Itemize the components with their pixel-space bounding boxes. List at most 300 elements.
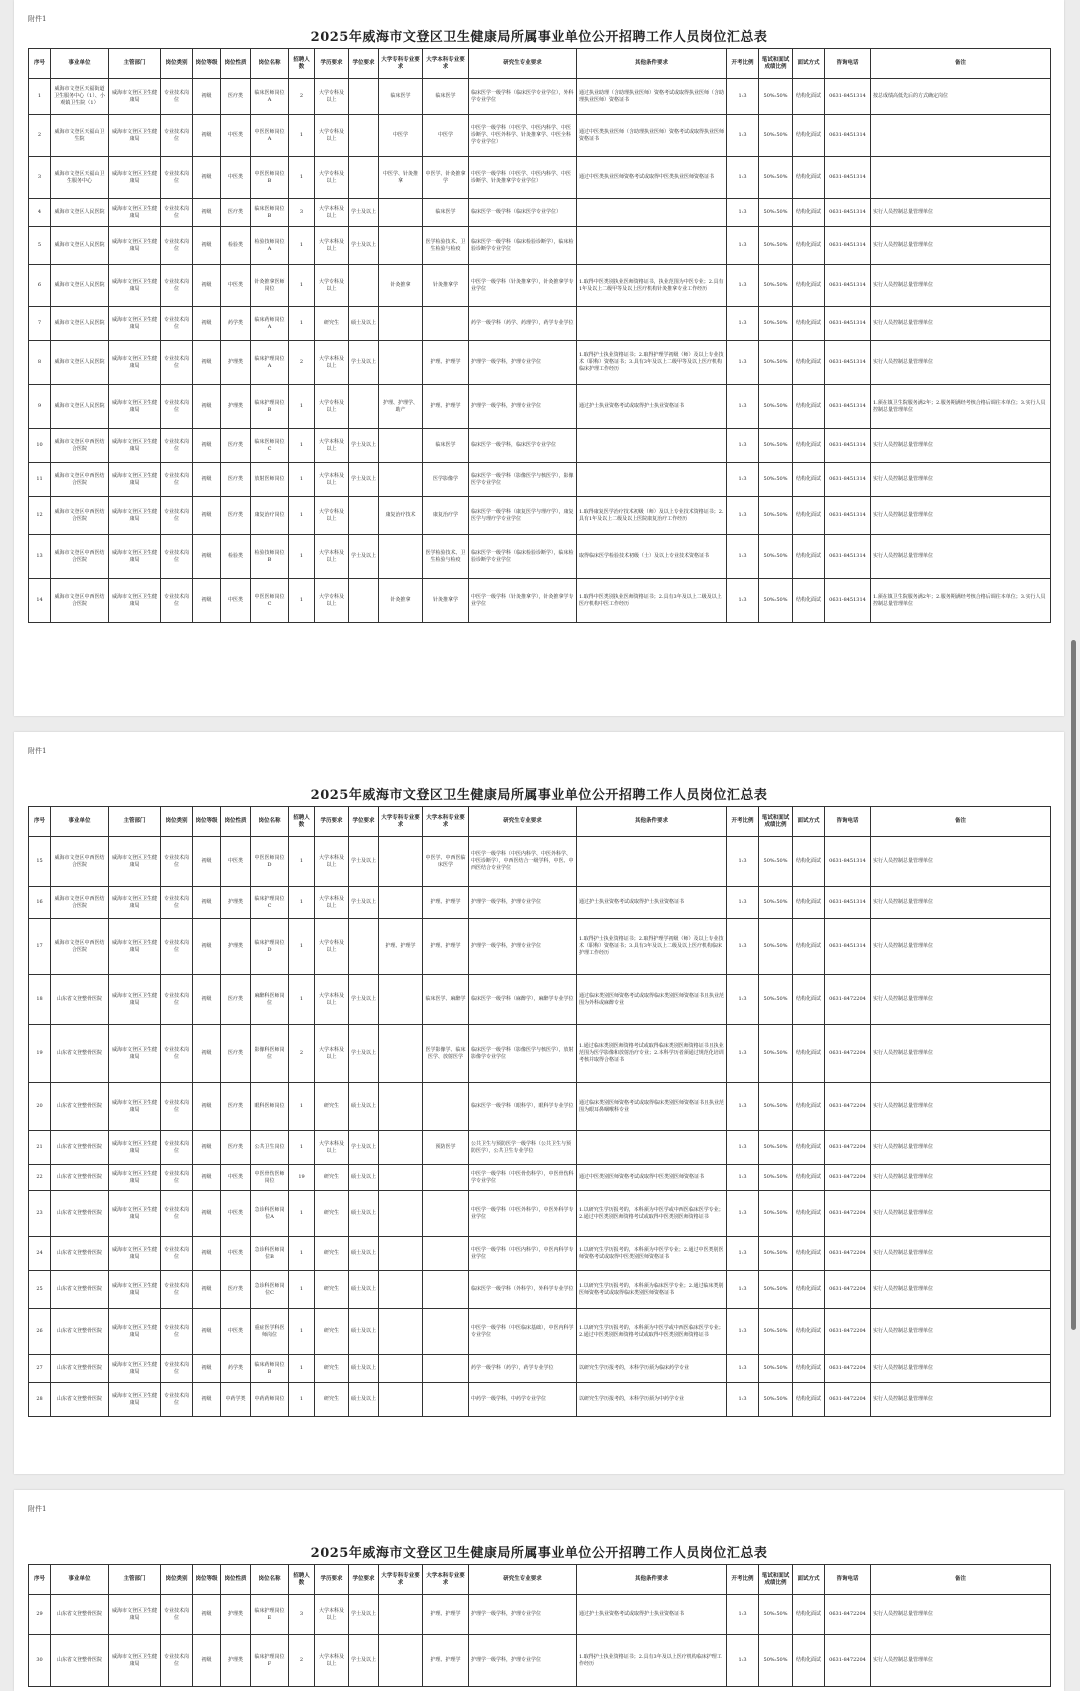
cell-lvl: 初级: [193, 265, 221, 307]
cell-edu: 大学本科及以上: [315, 837, 349, 887]
cell-num: 1: [289, 1083, 315, 1131]
cell-no: 21: [29, 1131, 51, 1165]
cell-bk: [423, 1165, 469, 1191]
column-header: 面试方式: [793, 49, 825, 79]
column-header: 开考比例: [727, 807, 759, 837]
column-header: 咨询电话: [825, 49, 871, 79]
cell-mode: 结构化面试: [793, 1309, 825, 1355]
cell-edu: 大学本科及以上: [315, 199, 349, 227]
cell-deg: 学士及以上: [349, 837, 379, 887]
cell-ratio: 1:3: [727, 1309, 759, 1355]
cell-cat: 专业技术岗位: [161, 429, 193, 463]
cell-other: 1.取得护士执业资格证书；2.具有3年及以上医疗机构临床护理工作经历: [577, 1635, 727, 1687]
cell-ratio: 1:3: [727, 265, 759, 307]
cell-yjs: 护理学一级学科，护理专业学位: [469, 919, 577, 975]
cell-other: [577, 199, 727, 227]
cell-mode: 结构化面试: [793, 227, 825, 265]
table-header-row: [29, 807, 1051, 837]
cell-pct: 50%:50%: [759, 1355, 793, 1383]
cell-pct: 50%:50%: [759, 157, 793, 199]
cell-pct: 50%:50%: [759, 535, 793, 579]
cell-dept: 威海市文登区卫生健康局: [109, 265, 161, 307]
cell-nat: 医疗类: [221, 79, 251, 115]
column-header: 笔试和面试成绩比例: [759, 49, 793, 79]
cell-unit: 威海市文登区天福山卫生院: [51, 115, 109, 157]
cell-other: [577, 429, 727, 463]
positions-table: [28, 48, 1051, 623]
cell-ratio: 1:3: [727, 919, 759, 975]
cell-name: 临床护理岗位D: [251, 919, 289, 975]
cell-note: 1.须在镇卫生院服务满2年；2.服务期满经考核合格后调往本单位；3.实行人员控制总量管理单位: [871, 385, 1051, 429]
table-header-row: [29, 1565, 1051, 1595]
cell-bk: 医学检验技术、卫生检验与检疫: [423, 227, 469, 265]
table-row: [29, 1383, 1051, 1417]
cell-yjs: 中医学一级学科（中医学、中医内科学、中医诊断学、中医外科学、针灸推拿学、中医全科学专业学位）: [469, 115, 577, 157]
column-header: 岗位名称: [251, 807, 289, 837]
cell-bk: 针灸推拿学: [423, 265, 469, 307]
cell-pct: 50%:50%: [759, 975, 793, 1025]
cell-mode: 结构化面试: [793, 265, 825, 307]
cell-mode: 结构化面试: [793, 1025, 825, 1083]
cell-cat: 专业技术岗位: [161, 1191, 193, 1237]
cell-cat: 专业技术岗位: [161, 579, 193, 623]
cell-name: 临床医师岗位B: [251, 199, 289, 227]
cell-other: [577, 227, 727, 265]
cell-edu: 大学本科及以上: [315, 535, 349, 579]
cell-ratio: 1:3: [727, 1083, 759, 1131]
cell-tel: 0631-8451314: [825, 837, 871, 887]
cell-bk: 护理、护理学: [423, 1635, 469, 1687]
cell-num: 1: [289, 1191, 315, 1237]
cell-no: 18: [29, 975, 51, 1025]
cell-zk: [379, 227, 423, 265]
cell-name: 急诊科医师岗位A: [251, 1191, 289, 1237]
cell-cat: 专业技术岗位: [161, 1025, 193, 1083]
column-header: 学位要求: [349, 1565, 379, 1595]
cell-zk: [379, 1355, 423, 1383]
column-header: 学位要求: [349, 807, 379, 837]
table-row: [29, 837, 1051, 887]
cell-tel: 0631-8472204: [825, 1165, 871, 1191]
cell-name: 针灸推拿医师岗位: [251, 265, 289, 307]
table-row: [29, 975, 1051, 1025]
cell-edu: 大学本科及以上: [315, 975, 349, 1025]
cell-edu: 大学本科及以上: [315, 1131, 349, 1165]
cell-unit: 威海市文登区人民医院: [51, 341, 109, 385]
cell-pct: 50%:50%: [759, 1635, 793, 1687]
cell-tel: 0631-8451314: [825, 535, 871, 579]
cell-edu: 大学本科及以上: [315, 463, 349, 497]
cell-cat: 专业技术岗位: [161, 79, 193, 115]
cell-dept: 威海市文登区卫生健康局: [109, 1237, 161, 1271]
cell-bk: [423, 1083, 469, 1131]
cell-zk: 护理、护理学: [379, 919, 423, 975]
table-row: [29, 265, 1051, 307]
cell-yjs: 公共卫生与预防医学一级学科（公共卫生与预防医学），公共卫生专业学位: [469, 1131, 577, 1165]
cell-name: 影像科医师岗位: [251, 1025, 289, 1083]
cell-name: 康复治疗岗位: [251, 497, 289, 535]
cell-other: [577, 837, 727, 887]
cell-no: 22: [29, 1165, 51, 1191]
cell-dept: 威海市文登区卫生健康局: [109, 307, 161, 341]
cell-pct: 50%:50%: [759, 1025, 793, 1083]
cell-pct: 50%:50%: [759, 497, 793, 535]
table-row: [29, 157, 1051, 199]
attachment-tag: 附件1: [28, 1505, 47, 1513]
cell-tel: 0631-8451314: [825, 115, 871, 157]
cell-bk: 中医学: [423, 115, 469, 157]
cell-lvl: 初级: [193, 1083, 221, 1131]
cell-bk: 护理、护理学: [423, 887, 469, 919]
cell-mode: 结构化面试: [793, 975, 825, 1025]
cell-note: 实行人员控制总量管理单位: [871, 1309, 1051, 1355]
cell-other: 通过临床类别医师资格考试或取得临床类别医师资格证书且执业范围为外科或麻醉专业: [577, 975, 727, 1025]
page-title: 2025年威海市文登区卫生健康局所属事业单位公开招聘工作人员岗位汇总表: [310, 30, 768, 45]
cell-yjs: 药学一级学科（药学），药学专业学位: [469, 1355, 577, 1383]
cell-mode: 结构化面试: [793, 1635, 825, 1687]
cell-name: 临床护理岗位B: [251, 385, 289, 429]
cell-lvl: 初级: [193, 115, 221, 157]
cell-num: 1: [289, 887, 315, 919]
cell-name: 公共卫生岗位: [251, 1131, 289, 1165]
cell-dept: 威海市文登区卫生健康局: [109, 429, 161, 463]
cell-note: 实行人员控制总量管理单位: [871, 887, 1051, 919]
cell-zk: [379, 1595, 423, 1635]
cell-name: 中医医师岗位C: [251, 579, 289, 623]
cell-ratio: 1:3: [727, 79, 759, 115]
cell-lvl: 初级: [193, 1131, 221, 1165]
cell-no: 7: [29, 307, 51, 341]
cell-edu: 大学本科及以上: [315, 1635, 349, 1687]
cell-name: 检验技师岗位B: [251, 535, 289, 579]
cell-tel: 0631-8472204: [825, 1237, 871, 1271]
column-header: 序号: [29, 49, 51, 79]
cell-bk: 护理、护理学: [423, 1595, 469, 1635]
table-row: [29, 1309, 1051, 1355]
cell-dept: 威海市文登区卫生健康局: [109, 385, 161, 429]
cell-num: 1: [289, 1355, 315, 1383]
cell-cat: 专业技术岗位: [161, 385, 193, 429]
cell-name: 眼科医师岗位: [251, 1083, 289, 1131]
cell-name: 临床护理岗位C: [251, 887, 289, 919]
cell-edu: 研究生: [315, 1355, 349, 1383]
cell-deg: [349, 497, 379, 535]
table-row: [29, 227, 1051, 265]
cell-tel: 0631-8451314: [825, 227, 871, 265]
cell-yjs: 临床医学一级学科（临床检验诊断学），临床检验诊断学专业学位: [469, 535, 577, 579]
cell-yjs: 中医学一级学科（中医内科学、中医外科学、中医诊断学），中西医结合一级学科，中医、中西医结合专业学位: [469, 837, 577, 887]
cell-zk: [379, 1271, 423, 1309]
cell-other: 1.取得中医类别执业医师资格证书；2.具有3年及以上二级及以上医疗机构中医工作经历: [577, 579, 727, 623]
table-row: [29, 115, 1051, 157]
cell-deg: 学士及以上: [349, 887, 379, 919]
cell-tel: 0631-8472204: [825, 1355, 871, 1383]
cell-bk: [423, 1383, 469, 1417]
cell-yjs: 中医学一级学科（中医骨伤科学），中医骨伤科学专业学位: [469, 1165, 577, 1191]
cell-name: 临床药师岗位B: [251, 1355, 289, 1383]
cell-pct: 50%:50%: [759, 1271, 793, 1309]
cell-other: 1.取得护士执业资格证书；2.取得护理学初级（师）及以上专业技术（职称）资格证书；3.具有3年及以上二级及以上医疗机构临床护理工作经历: [577, 919, 727, 975]
cell-unit: 威海市文登区中西医结合医院: [51, 579, 109, 623]
cell-nat: 中医类: [221, 157, 251, 199]
cell-no: 10: [29, 429, 51, 463]
cell-dept: 威海市文登区卫生健康局: [109, 157, 161, 199]
cell-no: 1: [29, 79, 51, 115]
cell-deg: 硕士及以上: [349, 307, 379, 341]
cell-pct: 50%:50%: [759, 265, 793, 307]
cell-bk: 医学影像学: [423, 463, 469, 497]
column-header: 其他条件要求: [577, 1565, 727, 1595]
cell-num: 1: [289, 1131, 315, 1165]
cell-dept: 威海市文登区卫生健康局: [109, 1083, 161, 1131]
cell-unit: 威海市文登区中西医结合医院: [51, 919, 109, 975]
cell-note: 实行人员控制总量管理单位: [871, 1083, 1051, 1131]
cell-no: 13: [29, 535, 51, 579]
column-header: 岗位等级: [193, 49, 221, 79]
cell-no: 2: [29, 115, 51, 157]
cell-edu: 大学专科及以上: [315, 115, 349, 157]
cell-lvl: 初级: [193, 307, 221, 341]
cell-bk: 护理、护理学: [423, 385, 469, 429]
cell-pct: 50%:50%: [759, 1595, 793, 1635]
cell-ratio: 1:3: [727, 385, 759, 429]
cell-zk: 康复治疗技术: [379, 497, 423, 535]
cell-yjs: 中医学一级学科（中医内科学），中医内科学专业学位: [469, 1237, 577, 1271]
column-header: 学历要求: [315, 807, 349, 837]
cell-mode: 结构化面试: [793, 497, 825, 535]
column-header: 研究生专业要求: [469, 49, 577, 79]
cell-deg: 学士及以上: [349, 227, 379, 265]
cell-dept: 威海市文登区卫生健康局: [109, 1383, 161, 1417]
cell-mode: 结构化面试: [793, 837, 825, 887]
cell-unit: 山东省文登整骨医院: [51, 1165, 109, 1191]
cell-unit: 山东省文登整骨医院: [51, 1271, 109, 1309]
cell-bk: [423, 1237, 469, 1271]
cell-ratio: 1:3: [727, 1025, 759, 1083]
column-header: 学位要求: [349, 49, 379, 79]
cell-mode: 结构化面试: [793, 1237, 825, 1271]
column-header: 面试方式: [793, 807, 825, 837]
cell-ratio: 1:3: [727, 1237, 759, 1271]
cell-note: 实行人员控制总量管理单位: [871, 1165, 1051, 1191]
cell-tel: 0631-8451314: [825, 307, 871, 341]
cell-unit: 山东省文登整骨医院: [51, 1355, 109, 1383]
cell-nat: 药学类: [221, 1355, 251, 1383]
cell-note: 实行人员控制总量管理单位: [871, 975, 1051, 1025]
column-header: 其他条件要求: [577, 807, 727, 837]
cell-tel: 0631-8472204: [825, 1635, 871, 1687]
cell-other: 1.取得康复医学治疗技术初级（师）及以上专业技术资格证书；2.具有1年及以上二级及以上医院康复治疗工作经历: [577, 497, 727, 535]
cell-no: 29: [29, 1595, 51, 1635]
cell-yjs: 护理学一级学科，护理专业学位: [469, 385, 577, 429]
cell-cat: 专业技术岗位: [161, 341, 193, 385]
cell-dept: 威海市文登区卫生健康局: [109, 1271, 161, 1309]
cell-other: 通过执业助理（含助理执业医师）资格考试或取得执业医师（含助理执业医师）资格证书: [577, 79, 727, 115]
cell-ratio: 1:3: [727, 463, 759, 497]
cell-other: 通过中医类执业医师（含助理执业医师）资格考试或取得执业医师资格证书: [577, 115, 727, 157]
cell-edu: 大学本科及以上: [315, 1595, 349, 1635]
cell-edu: 研究生: [315, 1083, 349, 1131]
cell-lvl: 初级: [193, 1237, 221, 1271]
cell-num: 19: [289, 1165, 315, 1191]
cell-yjs: 中医学一级学科（针灸推拿学），针灸推拿学专业学位: [469, 579, 577, 623]
cell-mode: 结构化面试: [793, 1271, 825, 1309]
cell-deg: 学士及以上: [349, 1025, 379, 1083]
cell-yjs: 临床医学一级学科（临床医学专业学位），外科学专业学位: [469, 79, 577, 115]
cell-note: 实行人员控制总量管理单位: [871, 1025, 1051, 1083]
cell-bk: [423, 1309, 469, 1355]
cell-no: 17: [29, 919, 51, 975]
cell-bk: 临床医学、麻醉学: [423, 975, 469, 1025]
cell-name: 麻醉科医师岗位: [251, 975, 289, 1025]
cell-bk: 护理、护理学: [423, 919, 469, 975]
cell-zk: 针灸推拿: [379, 579, 423, 623]
cell-other: 1.以研究生学历报考的，本科须为中医学或中西医临床医学专业；2.通过中医类别医师资格考试或取得中医类别医师资格证书: [577, 1309, 727, 1355]
cell-lvl: 初级: [193, 227, 221, 265]
column-header: 招聘人数: [289, 1565, 315, 1595]
cell-other: [577, 307, 727, 341]
cell-cat: 专业技术岗位: [161, 1355, 193, 1383]
cell-name: 临床护理岗位A: [251, 341, 289, 385]
cell-dept: 威海市文登区卫生健康局: [109, 1165, 161, 1191]
cell-yjs: 护理学一级学科，护理专业学位: [469, 887, 577, 919]
cell-yjs: 中医学一级学科（中医学、中医内科学、中医诊断学、针灸推拿学专业学位）: [469, 157, 577, 199]
table-row: [29, 1191, 1051, 1237]
column-header: 大学专科专业要求: [379, 49, 423, 79]
cell-note: 实行人员控制总量管理单位: [871, 1271, 1051, 1309]
cell-num: 1: [289, 497, 315, 535]
cell-mode: 结构化面试: [793, 157, 825, 199]
cell-num: 1: [289, 265, 315, 307]
cell-bk: [423, 1271, 469, 1309]
cell-unit: 威海市文登区天福街道卫生服务中心（1）、小观镇卫生院（1）: [51, 79, 109, 115]
cell-deg: [349, 157, 379, 199]
cell-dept: 威海市文登区卫生健康局: [109, 199, 161, 227]
cell-edu: 大学本科及以上: [315, 887, 349, 919]
cell-nat: 中医类: [221, 115, 251, 157]
cell-zk: [379, 975, 423, 1025]
cell-no: 14: [29, 579, 51, 623]
cell-zk: [379, 429, 423, 463]
cell-lvl: 初级: [193, 579, 221, 623]
table-row: [29, 199, 1051, 227]
cell-pct: 50%:50%: [759, 1237, 793, 1271]
cell-lvl: 初级: [193, 1165, 221, 1191]
cell-ratio: 1:3: [727, 535, 759, 579]
column-header: 面试方式: [793, 1565, 825, 1595]
cell-note: 实行人员控制总量管理单位: [871, 307, 1051, 341]
cell-other: 1.以研究生学历报考的，本科须为中医学专业；2.通过中医类别医师资格考试或取得中医类别医师资格证书: [577, 1237, 727, 1271]
cell-zk: [379, 1165, 423, 1191]
cell-dept: 威海市文登区卫生健康局: [109, 1191, 161, 1237]
cell-mode: 结构化面试: [793, 1083, 825, 1131]
cell-zk: [379, 1083, 423, 1131]
cell-no: 8: [29, 341, 51, 385]
cell-pct: 50%:50%: [759, 307, 793, 341]
positions-table: [28, 806, 1051, 1417]
cell-other: 通过中医类执业医师资格考试或取得中医类执业医师资格证书: [577, 157, 727, 199]
cell-no: 6: [29, 265, 51, 307]
cell-note: 1.须在镇卫生院服务满2年；2.服务期满经考核合格后调往本单位；3.实行人员控制总量管理单位: [871, 579, 1051, 623]
cell-nat: 中医类: [221, 1191, 251, 1237]
cell-tel: 0631-8451314: [825, 265, 871, 307]
cell-mode: 结构化面试: [793, 1383, 825, 1417]
cell-lvl: 初级: [193, 341, 221, 385]
cell-note: 实行人员控制总量管理单位: [871, 1191, 1051, 1237]
cell-bk: [423, 1191, 469, 1237]
cell-edu: 大学专科及以上: [315, 385, 349, 429]
cell-pct: 50%:50%: [759, 385, 793, 429]
table-row: [29, 307, 1051, 341]
cell-no: 4: [29, 199, 51, 227]
cell-note: 实行人员控制总量管理单位: [871, 341, 1051, 385]
cell-note: 实行人员控制总量管理单位: [871, 1635, 1051, 1687]
cell-mode: 结构化面试: [793, 1165, 825, 1191]
cell-cat: 专业技术岗位: [161, 1165, 193, 1191]
cell-name: 临床护理岗位F: [251, 1635, 289, 1687]
cell-nat: 医疗类: [221, 1083, 251, 1131]
column-header: 岗位名称: [251, 49, 289, 79]
cell-name: 中医医师岗位A: [251, 115, 289, 157]
column-header: 序号: [29, 1565, 51, 1595]
cell-note: 实行人员控制总量管理单位: [871, 227, 1051, 265]
cell-nat: 检验类: [221, 535, 251, 579]
cell-yjs: 临床医学一级学科（影像医学与核医学），放射影像学专业学位: [469, 1025, 577, 1083]
cell-name: 重症医学科医师岗位: [251, 1309, 289, 1355]
cell-lvl: 初级: [193, 199, 221, 227]
column-header: 大学本科专业要求: [423, 1565, 469, 1595]
cell-zk: [379, 307, 423, 341]
cell-other: 1.取得中医类别执业医师资格证书，执业范围为中医专业；2.具有1年及以上二级甲等及以上医疗机构针灸推拿专业工作经历: [577, 265, 727, 307]
cell-yjs: 临床医学一级学科（康复医学与理疗学），康复医学与理疗学专业学位: [469, 497, 577, 535]
cell-ratio: 1:3: [727, 307, 759, 341]
cell-ratio: 1:3: [727, 115, 759, 157]
cell-lvl: 初级: [193, 1635, 221, 1687]
cell-yjs: 护理学一级学科，护理专业学位: [469, 1635, 577, 1687]
cell-pct: 50%:50%: [759, 1309, 793, 1355]
cell-ratio: 1:3: [727, 1383, 759, 1417]
scrollbar[interactable]: [1071, 640, 1076, 1330]
column-header: 事业单位: [51, 807, 109, 837]
cell-ratio: 1:3: [727, 199, 759, 227]
cell-deg: [349, 579, 379, 623]
cell-yjs: 临床医学一级学科，临床医学专业学位: [469, 429, 577, 463]
cell-pct: 50%:50%: [759, 1131, 793, 1165]
cell-name: 临床护理岗位E: [251, 1595, 289, 1635]
column-header: 主管部门: [109, 1565, 161, 1595]
column-header: 岗位类别: [161, 1565, 193, 1595]
cell-no: 3: [29, 157, 51, 199]
cell-cat: 专业技术岗位: [161, 837, 193, 887]
column-header: 岗位名称: [251, 1565, 289, 1595]
cell-mode: 结构化面试: [793, 579, 825, 623]
cell-zk: 中医学、针灸推拿: [379, 157, 423, 199]
cell-bk: 护理、护理学: [423, 341, 469, 385]
cell-mode: 结构化面试: [793, 341, 825, 385]
cell-lvl: 初级: [193, 429, 221, 463]
cell-dept: 威海市文登区卫生健康局: [109, 1309, 161, 1355]
column-header: 学历要求: [315, 1565, 349, 1595]
cell-lvl: 初级: [193, 887, 221, 919]
cell-dept: 威海市文登区卫生健康局: [109, 919, 161, 975]
cell-yjs: 中医学一级学科（针灸推拿学），针灸推拿学专业学位: [469, 265, 577, 307]
cell-no: 24: [29, 1237, 51, 1271]
cell-deg: 硕士及以上: [349, 1191, 379, 1237]
cell-pct: 50%:50%: [759, 1383, 793, 1417]
page-title: 2025年威海市文登区卫生健康局所属事业单位公开招聘工作人员岗位汇总表: [310, 788, 768, 803]
table-row: [29, 1635, 1051, 1687]
cell-num: 2: [289, 1635, 315, 1687]
